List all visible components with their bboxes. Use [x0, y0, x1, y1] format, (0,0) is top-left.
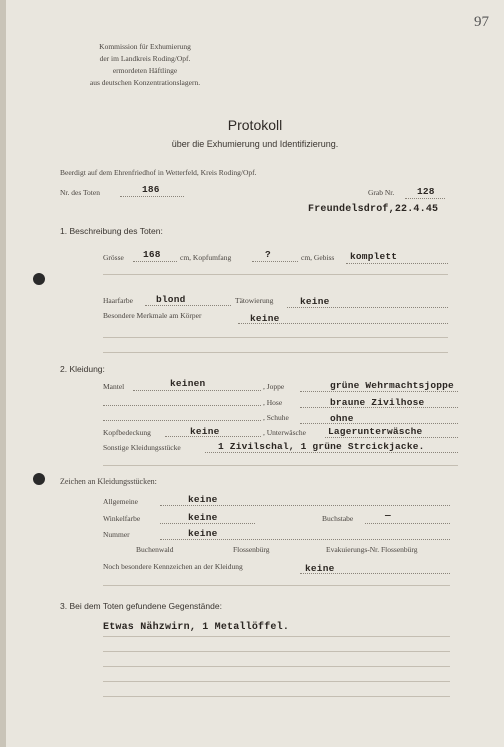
place-date: Freundelsdrof,22.4.45 [308, 204, 439, 215]
schuhe-line [300, 423, 458, 424]
winkelfarbe-label: Winkelfarbe [103, 514, 141, 523]
sonstige-line [205, 452, 458, 453]
section-3-line-1 [103, 636, 450, 637]
merkmale-value: keine [250, 313, 280, 324]
buchstabe-label: Buchstabe [322, 514, 354, 523]
groesse-label: Grösse [103, 253, 124, 262]
mantel-value: keinen [170, 378, 206, 389]
unterwaesche-value: Lagerunterwäsche [328, 426, 423, 437]
nummer-value: keine [188, 528, 218, 539]
joppe-value: grüne Wehrmachtsjoppe [330, 380, 454, 391]
buchstabe-line [365, 523, 450, 524]
allgemeine-label: Allgemeine [103, 497, 138, 506]
grab-value: 128 [417, 186, 435, 197]
gebiss-line [346, 263, 448, 264]
nr-line [120, 196, 184, 197]
haarfarbe-label: Haarfarbe [103, 296, 133, 305]
section-3-value: Etwas Nähzwirn, 1 Metallöffel. [103, 622, 290, 633]
taetowierung-value: keine [300, 296, 330, 307]
section-3-line-2 [103, 651, 450, 652]
section-3-line-4 [103, 681, 450, 682]
kopfumfang-label: cm, Kopfumfang [180, 253, 232, 262]
unterwaesche-label: , Unterwäsche [263, 428, 306, 437]
hose-label: , Hose [263, 398, 283, 407]
grab-line [405, 198, 445, 199]
haarfarbe-value: blond [156, 294, 186, 305]
evakuierung-label: Evakuierungs-Nr. Flossenbürg [326, 545, 418, 554]
joppe-line [300, 391, 458, 392]
zeichen-blank-line [103, 585, 450, 586]
merkmale-line [238, 323, 448, 324]
schuhe-value: ohne [330, 413, 354, 424]
allgemeine-value: keine [188, 494, 218, 505]
section-3-line-5 [103, 696, 450, 697]
commission-line-2: der im Landkreis Roding/Opf. [99, 54, 191, 63]
punch-hole-bottom [33, 473, 45, 485]
mantel-label: Mantel [103, 382, 125, 391]
section-1-blank-line-3 [103, 352, 448, 353]
section-3-heading: 3. Bei dem Toten gefundene Gegenstände: [60, 601, 222, 611]
sonstige-label: Sonstige Kleidungsstücke [103, 443, 181, 452]
buchenwald-label: Buchenwald [136, 545, 174, 554]
gebiss-value: komplett [350, 251, 398, 262]
section-1-blank-line-1 [103, 274, 448, 275]
noch-value: keine [305, 563, 335, 574]
punch-hole-top [33, 273, 45, 285]
zeichen-heading: Zeichen an Kleidungsstücken: [60, 477, 157, 486]
kopfbedeckung-label: Kopfbedeckung [103, 428, 151, 437]
gebiss-label: cm, Gebiss [301, 253, 335, 262]
kopfbedeckung-line [165, 436, 261, 437]
kopfbedeckung-value: keine [190, 426, 220, 437]
mantel-line [133, 390, 261, 391]
section-2-heading: 2. Kleidung: [60, 364, 105, 374]
grab-label: Grab Nr. [368, 188, 395, 197]
noch-label: Noch besondere Kennzeichen an der Kleidung [103, 562, 243, 571]
winkelfarbe-line [160, 523, 255, 524]
kopfumfang-line [252, 261, 298, 262]
nummer-label: Nummer [103, 530, 130, 539]
noch-line [300, 573, 450, 574]
section-1-heading: 1. Beschreibung des Toten: [60, 226, 163, 236]
commission-line-4: aus deutschen Konzentrationslagern. [89, 78, 201, 87]
hose-blank-line [103, 405, 261, 406]
merkmale-label: Besondere Merkmale am Körper [103, 311, 202, 320]
taetowierung-label: Tätowierung [235, 296, 274, 305]
page-edge [0, 0, 6, 747]
page-number: 97 [474, 14, 489, 30]
document-subtitle: über die Exhumierung und Identifizierung. [171, 139, 339, 149]
schuhe-blank-line [103, 420, 261, 421]
commission-line-1: Kommission für Exhumierung [99, 42, 191, 51]
haarfarbe-line [145, 305, 231, 306]
kopfumfang-value: ? [265, 249, 271, 260]
nr-value: 186 [142, 184, 160, 195]
joppe-label: , Joppe [263, 382, 285, 391]
section-3-line-3 [103, 666, 450, 667]
unterwaesche-line [325, 437, 458, 438]
groesse-line [133, 261, 177, 262]
schuhe-label: , Schuhe [263, 413, 289, 422]
commission-line-3: ermordeten Häftlinge [112, 66, 178, 75]
groesse-value: 168 [143, 249, 161, 260]
hose-line [300, 407, 458, 408]
burial-line: Beerdigt auf dem Ehrenfriedhof in Wetterfeld, Kreis Roding/Opf. [60, 168, 257, 177]
allgemeine-line [160, 505, 450, 506]
buchstabe-value: — [385, 510, 391, 521]
hose-value: braune Zivilhose [330, 397, 425, 408]
section-1-blank-line-2 [103, 337, 448, 338]
document-title: Protokoll [227, 117, 283, 133]
nummer-line [160, 539, 450, 540]
flossenbuerg-label: Flossenbürg [233, 545, 270, 554]
nr-label: Nr. des Toten [60, 188, 100, 197]
taetowierung-line [287, 307, 448, 308]
sonstige-value: 1 Zivilschal, 1 grüne Strcickjacke. [218, 441, 425, 452]
winkelfarbe-value: keine [188, 512, 218, 523]
section-2-blank-line [103, 465, 458, 466]
